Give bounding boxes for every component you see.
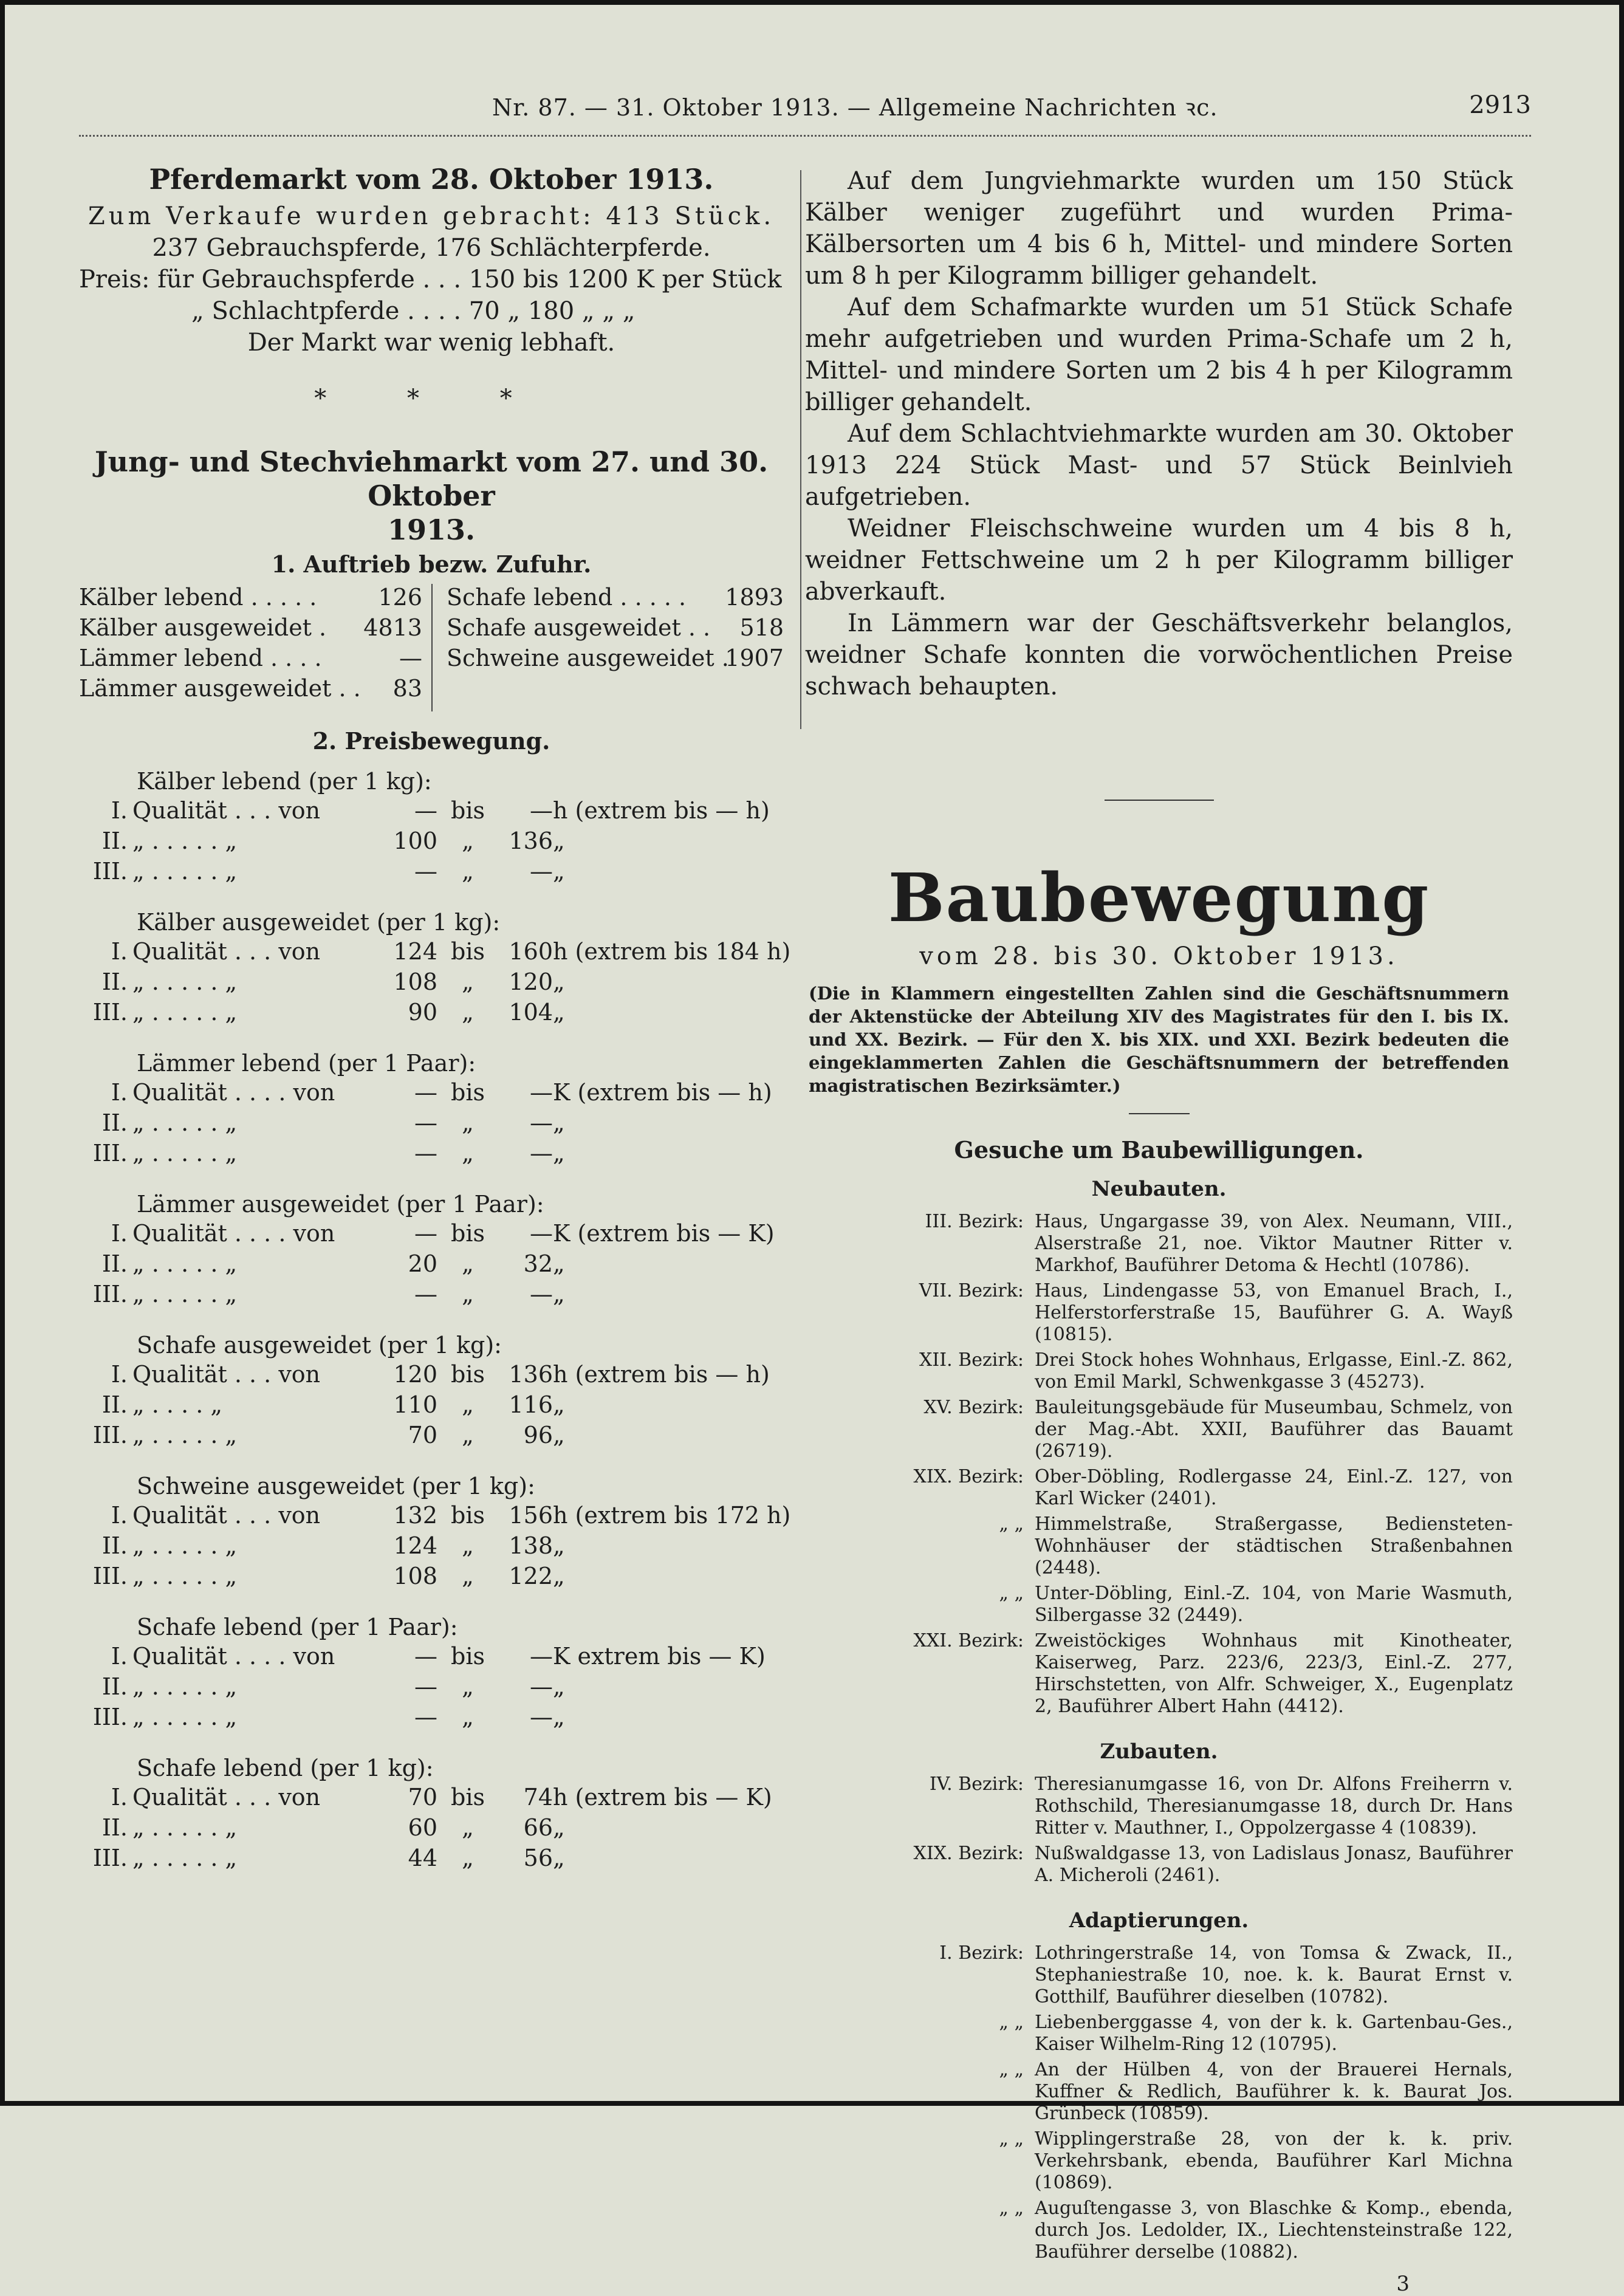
price-cell-b: „ [462, 858, 474, 885]
price-cell-c: 104 [509, 999, 553, 1026]
supply-table [79, 584, 784, 711]
auftrieb-heading: 1. Auftrieb bezw. Zufuhr. [271, 550, 592, 578]
supply-value: 1907 [725, 645, 784, 671]
bau-entry-text: Ober-Döbling, Rodlergasse 24, Einl.-Z. 127, von Karl Wicker (2401). [1035, 1466, 1513, 1509]
price-cell-cls: I. [111, 1220, 128, 1247]
bezirk-label: „ „ [999, 1513, 1024, 1535]
bau-entry-text: Haus, Ungargasse 39, von Alex. Neumann, VIII., Alserstraße 21, noe. Viktor Mautner Ritter v. Markhof, Bauführer Detoma & Hechtl (10786). [1035, 1211, 1513, 1276]
price-cell-c: — [530, 797, 553, 824]
price-cell-q: „ . . . . . „ [132, 828, 238, 854]
price-cell-cls: III. [92, 999, 128, 1026]
supply-right [447, 584, 784, 675]
report-paragraph: In Lämmern war der Geschäftsverkehr belanglos, weidner Schafe konnten die vorwöchentlichen Preise schwach behaupten. [805, 609, 1513, 701]
price-cell-b: „ [462, 1281, 474, 1307]
column-divider [800, 170, 801, 729]
bau-entry [805, 2198, 1513, 2263]
bezirk-label: III. Bezirk: [925, 1211, 1024, 1232]
bau-entry-text: Himmelstraße, Straßergasse, Bediensteten-Wohnhäuser der städtischen Straßenbahnen (2448). [1035, 1513, 1513, 1578]
note-rule [1129, 1113, 1190, 1114]
supply-label: Lämmer lebend . . . . [79, 645, 322, 671]
price-cell-q: Qualität . . . von [132, 1784, 321, 1811]
price-row [79, 1845, 784, 1875]
price-cell-b: „ [462, 1140, 474, 1167]
price-cell-cls: III. [92, 858, 128, 885]
running-title: Nr. 87. — 31. Oktober 1913. — Allgemeine Nachrichten ꝛc. [492, 94, 1218, 121]
price-cell-c: 56 [523, 1845, 553, 1871]
gesuche-heading: Gesuche um Baubewilligungen. [954, 1136, 1364, 1163]
price-cell-c: 122 [509, 1563, 553, 1589]
baubewegung-subtitle: vom 28. bis 30. Oktober 1913. [919, 942, 1399, 970]
price-cell-q: „ . . . . . „ [132, 1704, 238, 1730]
price-cell-q: „ . . . . . „ [132, 999, 238, 1026]
price-cell-cls: I. [111, 797, 128, 824]
pferdemarkt-price2: „ Schlachtpferde . . . . 70 „ 180 „ „ „ [191, 297, 636, 325]
price-row [79, 1784, 784, 1814]
price-cell-d: „ [553, 1391, 565, 1418]
price-cell-q: Qualität . . . von [132, 938, 321, 965]
price-cell-c: 74 [523, 1784, 553, 1811]
adaptierungen-heading: Adaptierungen. [1069, 1908, 1249, 1933]
price-cell-b: bis [451, 1502, 485, 1529]
price-cell-cls: III. [92, 1281, 128, 1307]
bau-entry-text: An der Hülben 4, von der Brauerei Hernals, Kuffner & Redlich, Bauführer k. k. Baurat Jos. Grünbeck (10859). [1035, 2059, 1513, 2124]
price-cell-a: 132 [393, 1502, 437, 1529]
price-cell-b: bis [451, 1079, 485, 1106]
price-cell-cls: II. [101, 828, 128, 854]
price-cell-q: „ . . . . . „ [132, 1281, 238, 1307]
price-cell-a: 124 [393, 938, 437, 965]
bau-entry [805, 2059, 1513, 2125]
bau-entry [805, 1349, 1513, 1393]
price-row [79, 1532, 784, 1563]
price-cell-b: bis [451, 797, 485, 824]
supply-row [79, 645, 422, 675]
pferdemarkt-price1: Preis: für Gebrauchspferde . . . 150 bis 1200 K per Stück [79, 266, 782, 293]
price-cell-q: „ . . . . . „ [132, 1250, 238, 1277]
adaptierungen-list [805, 1942, 1513, 2263]
price-cell-c: 160 [509, 938, 553, 965]
price-cell-a: 108 [393, 968, 437, 995]
price-cell-a: 20 [408, 1250, 437, 1277]
neubauten-list [805, 1211, 1513, 1718]
price-cell-a: — [414, 1220, 437, 1247]
price-cell-a: — [414, 1079, 437, 1106]
price-cell-b: „ [462, 1250, 474, 1277]
price-block [79, 1470, 791, 1593]
bau-entry [805, 2012, 1513, 2055]
neubauten-heading: Neubauten. [1091, 1177, 1227, 1201]
supply-left [79, 584, 422, 705]
price-cell-b: „ [462, 968, 474, 995]
price-block-heading: Schafe lebend (per 1 Paar): [137, 1614, 458, 1640]
price-cell-d: h (extrem bis — h) [553, 797, 770, 824]
price-cell-cls: II. [101, 1109, 128, 1136]
price-cell-d: „ [553, 1422, 565, 1448]
price-cell-c: — [530, 1673, 553, 1700]
price-cell-a: — [414, 797, 437, 824]
supply-row [79, 614, 422, 645]
bau-entry [805, 1280, 1513, 1346]
price-cell-cls: II. [101, 1250, 128, 1277]
supply-label: Lämmer ausgeweidet . . [79, 675, 361, 702]
jungvieh-title-line1: Jung- und Stechviehmarkt vom 27. und 30. Oktober [94, 445, 769, 512]
price-cell-d: „ [553, 1845, 565, 1871]
price-cell-c: — [530, 1281, 553, 1307]
report-paragraph: Weidner Fleischschweine wurden um 4 bis 8 h, weidner Fettschweine um 2 h per Kilogramm billiger abverkauft. [805, 515, 1513, 606]
price-block [79, 1611, 784, 1734]
price-block [79, 1752, 784, 1875]
price-cell-cls: I. [111, 1643, 128, 1670]
supply-value: 126 [378, 584, 422, 611]
price-cell-d: „ [553, 1704, 565, 1730]
price-cell-cls: I. [111, 1784, 128, 1811]
price-cell-d: „ [553, 1814, 565, 1841]
bau-entry-text: Liebenberggasse 4, von der k. k. Gartenbau-Ges., Kaiser Wilhelm-Ring 12 (10795). [1035, 2012, 1513, 2055]
price-cell-cls: II. [101, 1673, 128, 1700]
supply-row [79, 675, 422, 705]
price-cell-cls: I. [111, 938, 128, 965]
bezirk-label: „ „ [999, 2198, 1024, 2219]
page-number: 2913 [1469, 91, 1531, 119]
price-cell-d: K (extrem bis — h) [553, 1079, 772, 1106]
price-row [79, 1502, 791, 1532]
price-cell-d: „ [553, 1250, 565, 1277]
price-cell-c: — [530, 858, 553, 885]
price-cell-c: 156 [509, 1502, 553, 1529]
price-row [79, 1814, 784, 1845]
price-row [79, 1079, 784, 1109]
preisbewegung-heading: 2. Preisbewegung. [312, 727, 550, 755]
price-cell-b: „ [462, 1814, 474, 1841]
page-header [79, 91, 1531, 128]
price-cell-d: „ [553, 1563, 565, 1589]
bezirk-label: XV. Bezirk: [923, 1397, 1024, 1418]
price-cell-b: bis [451, 1220, 485, 1247]
pferdemarkt-line2: 237 Gebrauchspferde, 176 Schlächterpferde. [152, 234, 711, 262]
price-cell-c: 136 [509, 1361, 553, 1388]
price-cell-cls: II. [101, 968, 128, 995]
price-cell-d: „ [553, 1281, 565, 1307]
bau-entry [805, 1630, 1513, 1718]
price-row [79, 1250, 784, 1281]
price-cell-d: h (extrem bis — h) [553, 1361, 770, 1388]
price-row [79, 1563, 784, 1593]
price-row [79, 999, 784, 1029]
price-cell-a: 44 [408, 1845, 437, 1871]
price-row [79, 1140, 784, 1170]
bau-entry-text: Zweistöckiges Wohnhaus mit Kinotheater, Kaiserweg, Parz. 223/6, 223/3, Einl.-Z. 277, Hirschstetten, von Alfr. Schweiger, X., Eugenplatz 2, Bauführer Albert Hahn (4412). [1035, 1630, 1513, 1717]
price-cell-d: K extrem bis — K) [553, 1643, 766, 1670]
supply-row [79, 584, 422, 614]
bau-entry [805, 1843, 1513, 1886]
price-cell-a: — [414, 1281, 437, 1307]
bezirk-label: XII. Bezirk: [919, 1349, 1024, 1371]
market-report [805, 165, 1513, 702]
price-cell-c: 96 [523, 1422, 553, 1448]
price-row [79, 1220, 784, 1250]
price-cell-c: 136 [509, 828, 553, 854]
report-paragraph: Auf dem Jungviehmarkte wurden um 150 Stück Kälber weniger zugeführt und wurden Prima-Kälbersorten um 4 bis 6 h, Mittel- und mindere Sorten um 8 h per Kilogramm billiger gehandelt. [805, 167, 1513, 290]
price-block [79, 1329, 784, 1452]
bau-entry [805, 1942, 1513, 2008]
bau-entry-text: Bauleitungsgebäude für Museumbau, Schmelz, von der Mag.-Abt. XXII, Bauführer das Bauamt (26719). [1035, 1397, 1513, 1462]
price-cell-q: Qualität . . . . von [132, 1643, 335, 1670]
price-cell-cls: I. [111, 1502, 128, 1529]
price-row [79, 1281, 784, 1311]
price-cell-cls: III. [92, 1845, 128, 1871]
bau-entry-text: Unter-Döbling, Einl.-Z. 104, von Marie Wasmuth, Silbergasse 32 (2449). [1035, 1583, 1513, 1626]
price-cell-b: „ [462, 1109, 474, 1136]
price-cell-a: 108 [393, 1563, 437, 1589]
bau-entry [805, 1513, 1513, 1579]
price-block [79, 766, 784, 888]
price-cell-q: „ . . . . . „ [132, 1673, 238, 1700]
price-cell-d: „ [553, 858, 565, 885]
supply-divider [431, 584, 433, 711]
price-cell-a: 110 [393, 1391, 437, 1418]
price-cell-a: 120 [393, 1361, 437, 1388]
price-block-heading: Lämmer ausgeweidet (per 1 Paar): [137, 1191, 544, 1218]
price-row [79, 1643, 784, 1673]
bezirk-label: „ „ [999, 2059, 1024, 2080]
bezirk-label: XXI. Bezirk: [913, 1630, 1024, 1651]
price-cell-a: — [414, 1643, 437, 1670]
price-cell-b: bis [451, 938, 485, 965]
price-cell-q: Qualität . . . von [132, 1502, 321, 1529]
price-cell-a: — [414, 1673, 437, 1700]
price-cell-b: „ [462, 1845, 474, 1871]
price-cell-q: „ . . . . . „ [132, 1422, 238, 1448]
right-column [805, 165, 1513, 2296]
bezirk-label: I. Bezirk: [939, 1942, 1024, 1964]
bau-entry [805, 2128, 1513, 2194]
price-row [79, 858, 784, 888]
price-cell-a: — [414, 1140, 437, 1167]
bau-entry-text: Theresianumgasse 16, von Dr. Alfons Freiherrn v. Rothschild, Theresianumgasse 18, durch Dr. Hans Ritter v. Mauthner, I., Oppolzergasse 4 (10839). [1035, 1773, 1513, 1839]
price-cell-a: 70 [408, 1422, 437, 1448]
bezirk-label: VII. Bezirk: [919, 1280, 1024, 1301]
supply-row [447, 614, 784, 645]
supply-label: Kälber lebend . . . . . [79, 584, 317, 611]
price-block [79, 1047, 784, 1170]
price-cell-q: Qualität . . . . von [132, 1220, 335, 1247]
price-cell-c: — [530, 1643, 553, 1670]
zubauten-list [805, 1773, 1513, 1886]
price-cell-a: — [414, 858, 437, 885]
price-cell-b: „ [462, 1704, 474, 1730]
price-cell-q: Qualität . . . von [132, 1361, 321, 1388]
price-cell-d: h (extrem bis — K) [553, 1784, 772, 1811]
price-cell-c: 32 [523, 1250, 553, 1277]
price-cell-d: „ [553, 1673, 565, 1700]
bau-entry-text: Lothringerstraße 14, von Tomsa & Zwack, II., Stephaniestraße 10, noe. k. k. Baurat Ernst v. Gotthilf, Bauführer dieselben (10782). [1035, 1942, 1513, 2007]
price-cell-q: „ . . . . . „ [132, 1563, 238, 1589]
price-cell-cls: III. [92, 1563, 128, 1589]
price-cell-d: „ [553, 1532, 565, 1559]
bezirk-label: XIX. Bezirk: [913, 1843, 1024, 1864]
price-cell-b: „ [462, 1422, 474, 1448]
price-block-heading: Kälber lebend (per 1 kg): [137, 768, 432, 795]
price-cell-c: — [530, 1220, 553, 1247]
price-cell-c: 66 [523, 1814, 553, 1841]
bau-entry-text: Auguſtengasse 3, von Blaschke & Komp., ebenda, durch Jos. Ledolder, IX., Liechtensteinstraße 122, Bauführer derselbe (10882). [1035, 2198, 1513, 2263]
price-cell-c: — [530, 1079, 553, 1106]
price-cell-b: „ [462, 999, 474, 1026]
price-row [79, 938, 791, 968]
price-cell-d: „ [553, 828, 565, 854]
price-cell-b: „ [462, 1391, 474, 1418]
supply-row [447, 584, 784, 614]
bau-entry-text: Nußwaldgasse 13, von Ladislaus Jonasz, Bauführer A. Micheroli (2461). [1035, 1843, 1513, 1886]
price-cell-q: „ . . . . . „ [132, 968, 238, 995]
bezirk-label: „ „ [999, 2012, 1024, 2033]
bau-entry [805, 1466, 1513, 1510]
price-cell-c: 120 [509, 968, 553, 995]
price-cell-q: Qualität . . . von [132, 797, 321, 824]
price-cell-c: — [530, 1704, 553, 1730]
price-row [79, 797, 784, 828]
price-block-heading: Schafe lebend (per 1 kg): [137, 1755, 434, 1781]
price-cell-b: „ [462, 1532, 474, 1559]
header-rule [79, 135, 1531, 137]
price-cell-cls: III. [92, 1704, 128, 1730]
price-cell-q: „ . . . . „ [132, 1391, 223, 1418]
price-cell-q: „ . . . . . „ [132, 1109, 238, 1136]
price-cell-a: 100 [393, 828, 437, 854]
price-block-heading: Schweine ausgeweidet (per 1 kg): [137, 1473, 535, 1499]
bau-entry-text: Wipplingerstraße 28, von der k. k. priv. Verkehrsbank, ebenda, Bauführer Karl Michna (10869). [1035, 2128, 1513, 2193]
supply-value: 1893 [725, 584, 784, 611]
price-block [79, 1188, 784, 1311]
short-rule [1105, 800, 1214, 801]
price-block-heading: Lämmer lebend (per 1 Paar): [137, 1050, 476, 1077]
bezirk-label: „ „ [999, 1583, 1024, 1604]
price-row [79, 1704, 784, 1734]
price-cell-b: „ [462, 1563, 474, 1589]
price-block-heading: Schafe ausgeweidet (per 1 kg): [137, 1332, 502, 1359]
price-cell-b: bis [451, 1643, 485, 1670]
price-cell-cls: II. [101, 1814, 128, 1841]
price-cell-c: — [530, 1140, 553, 1167]
bezirk-label: XIX. Bezirk: [913, 1466, 1024, 1487]
bau-entry [805, 1773, 1513, 1839]
price-cell-b: „ [462, 1673, 474, 1700]
price-cell-cls: II. [101, 1532, 128, 1559]
price-row [79, 1109, 784, 1140]
supply-label: Schweine ausgeweidet . [447, 645, 729, 671]
price-cell-d: h (extrem bis 184 h) [553, 938, 791, 965]
pferdemarkt-title: Pferdemarkt vom 28. Oktober 1913. [149, 163, 714, 196]
price-cell-c: — [530, 1109, 553, 1136]
price-cell-cls: III. [92, 1140, 128, 1167]
section-stars: * * * [314, 385, 549, 413]
jungvieh-title-line2: 1913. [387, 513, 476, 546]
footer-number: 3 [1396, 2272, 1410, 2296]
price-cell-a: — [414, 1109, 437, 1136]
bau-entry-text: Drei Stock hohes Wohnhaus, Erlgasse, Einl.-Z. 862, von Emil Markl, Schwenkgasse 3 (45273). [1035, 1349, 1513, 1393]
price-cell-q: „ . . . . . „ [132, 1140, 238, 1167]
price-cell-c: 138 [509, 1532, 553, 1559]
price-cell-d: K (extrem bis — K) [553, 1220, 775, 1247]
bezirk-label: IV. Bezirk: [929, 1773, 1024, 1795]
price-cell-cls: I. [111, 1361, 128, 1388]
bau-entry [805, 1211, 1513, 1277]
price-cell-a: — [414, 1704, 437, 1730]
price-blocks [79, 766, 791, 1875]
supply-label: Kälber ausgeweidet . [79, 614, 327, 641]
price-cell-q: „ . . . . . „ [132, 1532, 238, 1559]
price-cell-b: „ [462, 828, 474, 854]
price-row [79, 1673, 784, 1704]
price-cell-b: bis [451, 1361, 485, 1388]
price-row [79, 1422, 784, 1452]
price-row [79, 968, 784, 999]
supply-label: Schafe ausgeweidet . . [447, 614, 711, 641]
price-row [79, 828, 784, 858]
price-row [79, 1361, 784, 1391]
price-cell-cls: II. [101, 1391, 128, 1418]
price-cell-cls: I. [111, 1079, 128, 1106]
bau-entry [805, 1397, 1513, 1462]
supply-value: — [399, 645, 422, 671]
price-cell-a: 70 [408, 1784, 437, 1811]
bau-entry [805, 1583, 1513, 1626]
baubewegung-title: Baubewegung [888, 858, 1430, 937]
bau-entry-text: Haus, Lindengasse 53, von Emanuel Brach, I., Helferstorferstraße 15, Bauführer G. A. Wayß (10815). [1035, 1280, 1513, 1345]
price-cell-d: „ [553, 1109, 565, 1136]
report-paragraph: Auf dem Schlachtviehmarkte wurden am 30. Oktober 1913 224 Stück Mast- und 57 Stück Beinlvieh aufgetrieben. [805, 420, 1513, 511]
supply-value: 518 [739, 614, 784, 641]
price-cell-a: 124 [393, 1532, 437, 1559]
price-cell-cls: III. [92, 1422, 128, 1448]
price-cell-d: „ [553, 999, 565, 1026]
report-paragraph: Auf dem Schafmarkte wurden um 51 Stück Schafe mehr aufgetrieben und wurden Prima-Schafe um 2 h, Mittel- und mindere Sorten um 2 bis 4 h per Kilogramm billiger gehandelt. [805, 293, 1513, 416]
price-cell-q: „ . . . . . „ [132, 1814, 238, 1841]
price-cell-a: 90 [408, 999, 437, 1026]
supply-label: Schafe lebend . . . . . [447, 584, 687, 611]
price-cell-q: „ . . . . . „ [132, 1845, 238, 1871]
jungvieh-title [79, 445, 784, 547]
zubauten-heading: Zubauten. [1100, 1739, 1218, 1764]
supply-value: 83 [392, 675, 422, 702]
price-cell-c: 116 [509, 1391, 553, 1418]
price-cell-d: „ [553, 968, 565, 995]
pferdemarkt-line3: Der Markt war wenig lebhaft. [247, 329, 615, 357]
bezirk-label: „ „ [999, 2128, 1024, 2150]
pferdemarkt-line1: Zum Verkaufe wurden gebracht: 413 Stück. [87, 202, 775, 230]
price-cell-b: bis [451, 1784, 485, 1811]
price-cell-q: „ . . . . . „ [132, 858, 238, 885]
supply-value: 4813 [363, 614, 422, 641]
price-row [79, 1391, 784, 1422]
price-cell-q: Qualität . . . . von [132, 1079, 335, 1106]
price-cell-a: 60 [408, 1814, 437, 1841]
price-block-heading: Kälber ausgeweidet (per 1 kg): [137, 909, 501, 936]
price-cell-d: „ [553, 1140, 565, 1167]
price-block [79, 906, 791, 1029]
price-cell-d: h (extrem bis 172 h) [553, 1502, 791, 1529]
left-column [79, 163, 791, 1875]
supply-row [447, 645, 784, 675]
baubewegung-note: (Die in Klammern eingestellten Zahlen sind die Geschäftsnummern der Aktenstücke der Abteilung XIV des Magistrates für den I. bis IX. und XX. Bezirk. — Für den X. bis XIX. und XXI. Bezirk bedeuten die eingeklammerten Zahlen die Geschäftsnummern der betreffenden magistratischen Bezirksämter.) [809, 983, 1509, 1096]
